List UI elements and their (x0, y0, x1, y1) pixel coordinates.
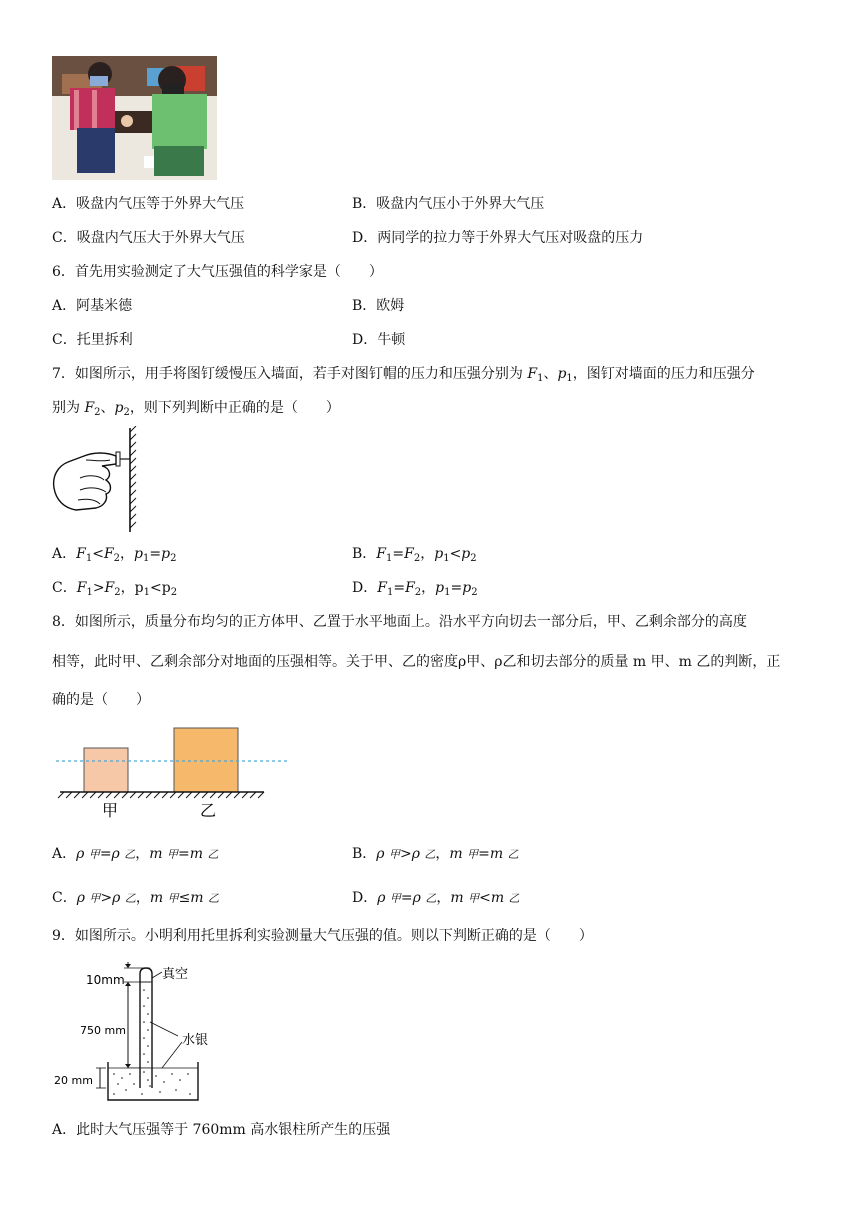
q8-option-a: A．ρ 甲=ρ 乙，m 甲=m 乙 (52, 846, 219, 862)
block-yi (174, 728, 238, 792)
q5-option-b: B．吸盘内气压小于外界大气压 (352, 196, 545, 212)
label-20mm: 20 mm (54, 1074, 93, 1087)
block-jia (84, 748, 128, 792)
q6-stem: 6．首先用实验测定了大气压强值的科学家是（ ） (52, 264, 383, 280)
q5-photo (52, 56, 217, 180)
q5-option-d: D．两同学的拉力等于外界大气压对吸盘的压力 (352, 230, 644, 246)
q7-figure-hand-thumbtack (50, 426, 140, 534)
q7-option-c: C．$F_1>F_2$，$p_1<p_2$ (52, 580, 178, 598)
q8-stem-line2: 相等，此时甲、乙剩余部分对地面的压强相等。关于甲、乙的密度ρ甲、ρ乙和切去部分的质量 m 甲、m 乙的判断，正 (52, 654, 781, 670)
q8-option-c: C．ρ 甲>ρ 乙，m 甲≤m 乙 (52, 890, 220, 906)
label-yi: 乙 (200, 801, 217, 820)
q8-stem-line1: 8．如图所示，质量分布均匀的正方体甲、乙置于水平地面上。沿水平方向切去一部分后，甲、乙剩余部分的高度 (52, 614, 747, 630)
q7-option-b: B．$F_1=F_2$，$p_1<p_2$ (352, 546, 477, 564)
q8-stem-line3: 确的是（ ） (52, 692, 150, 708)
label-750mm: 750 mm (80, 1024, 126, 1037)
q6-option-a: A．阿基米德 (52, 298, 133, 314)
q8-figure-cubes (52, 724, 296, 824)
label-vacuum: 真空 (162, 967, 189, 982)
label-jia: 甲 (102, 801, 119, 820)
q6-option-b: B．欧姆 (352, 298, 405, 314)
q7-option-d: D．$F_1=F_2$，$p_1=p_2$ (352, 580, 478, 598)
label-mercury: 水银 (182, 1033, 209, 1048)
label-10mm: 10mm (86, 973, 125, 987)
q8-option-b: B．ρ 甲>ρ 乙，m 甲=m 乙 (352, 846, 519, 862)
q7-stem-line1: 7．如图所示，用手将图钉缓慢压入墙面，若手对图钉帽的压力和压强分别为 $F_1$、$p_1$，图钉对墙面的压力和压强分 (52, 366, 755, 384)
q7-stem-line2: 别为 $F_2$、$p_2$，则下列判断中正确的是（ ） (52, 400, 340, 418)
q6-option-d: D．牛顿 (352, 332, 406, 348)
q7-option-a: A．$F_1<F_2$，$p_1=p_2$ (52, 546, 177, 564)
q9-figure-torricelli (52, 962, 222, 1102)
q5-option-c: C．吸盘内气压大于外界大气压 (52, 230, 245, 246)
q6-option-c: C．托里拆利 (52, 332, 133, 348)
q8-option-d: D．ρ 甲=ρ 乙，m 甲<m 乙 (352, 890, 520, 906)
q5-option-a: A．吸盘内气压等于外界大气压 (52, 196, 245, 212)
q9-stem: 9．如图所示。小明利用托里拆利实验测量大气压强的值。则以下判断正确的是（ ） (52, 928, 593, 944)
q9-option-a: A．此时大气压强等于 760mm 高水银柱所产生的压强 (52, 1122, 391, 1138)
